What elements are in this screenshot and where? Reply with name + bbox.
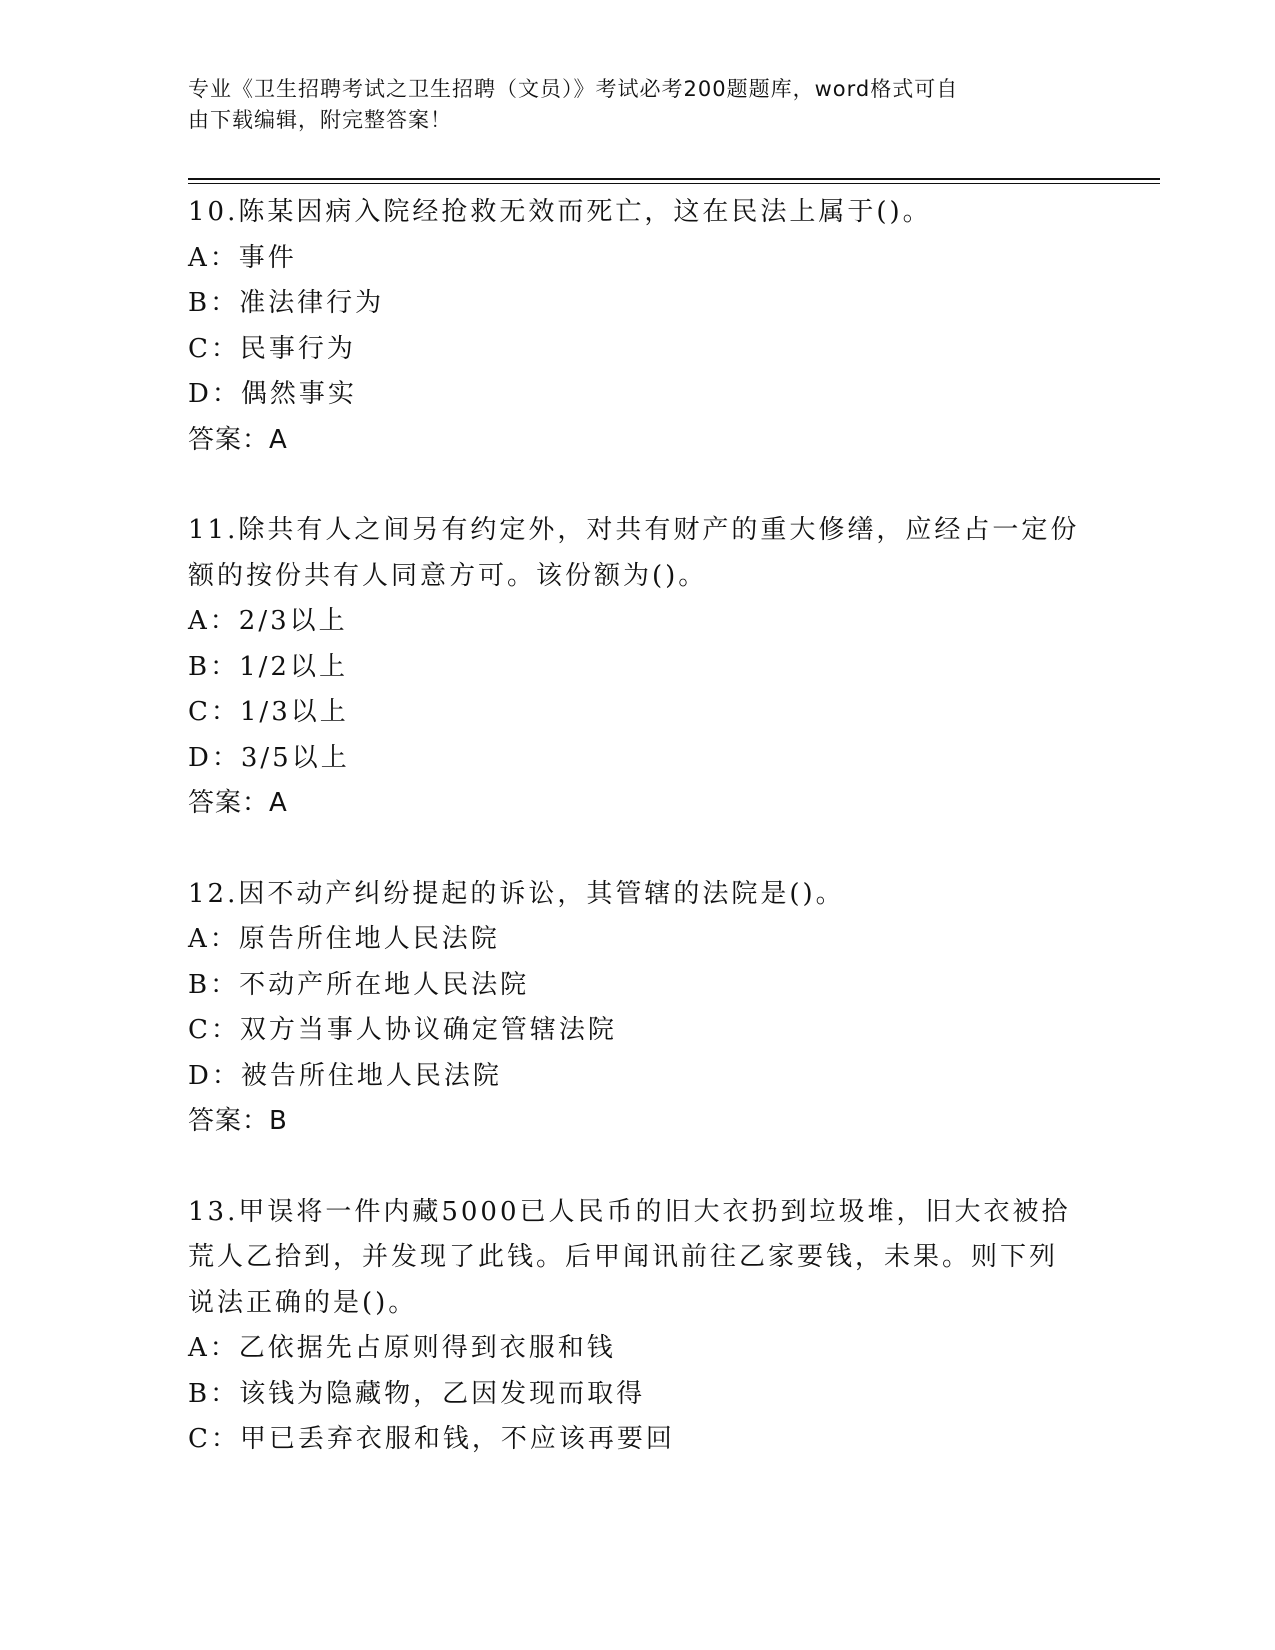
option-b: B：1/2以上 (188, 651, 348, 682)
option-b: B：不动产所在地人民法院 (188, 969, 530, 1000)
question-stem-continued: 荒人乙拾到，并发现了此钱。后甲闻讯前往乙家要钱，未果。则下列 (188, 1242, 1059, 1272)
option-c: C：1/3以上 (188, 697, 349, 727)
option-b: B：准法律行为 (188, 288, 385, 318)
header-line-2: 由下载编辑，附完整答案！ (188, 108, 452, 132)
document-header (188, 74, 1088, 136)
option-a: A：原告所住地人民法院 (188, 924, 500, 954)
question-block (188, 872, 1088, 1145)
question-stem-continued: 说法正确的是()。 (188, 1287, 418, 1318)
option-c: C：甲已丢弃衣服和钱，不应该再要回 (188, 1424, 675, 1454)
question-stem: 12.因不动产纠纷提起的诉讼，其管辖的法院是()。 (188, 878, 845, 909)
question-stem: 13.甲误将一件内藏5000已人民币的旧大衣扔到垃圾堆，旧大衣被拾 (188, 1196, 1071, 1227)
question-stem: 11.除共有人之间另有约定外，对共有财产的重大修缮，应经占一定份 (188, 515, 1080, 545)
question-stem-continued: 额的按份共有人同意方可。该份额为()。 (188, 560, 708, 591)
answer-line: 答案：A (188, 788, 288, 818)
option-d: D：偶然事实 (188, 379, 357, 409)
option-b: B：该钱为隐藏物，乙因发现而取得 (188, 1378, 646, 1409)
option-d: D：3/5以上 (188, 742, 350, 773)
question-block (188, 508, 1088, 827)
option-a: A：乙依据先占原则得到衣服和钱 (188, 1333, 616, 1363)
question-block (188, 1190, 1088, 1463)
option-d: D：被告所住地人民法院 (188, 1060, 502, 1091)
option-a: A：2/3以上 (188, 606, 348, 636)
question-list (188, 190, 1088, 1508)
option-a: A：事件 (188, 242, 297, 273)
header-divider-thick (188, 178, 1160, 180)
header-line-1: 专业《卫生招聘考试之卫生招聘（文员）》考试必考200题题库，word格式可自 (188, 77, 959, 101)
question-stem: 10.陈某因病入院经抢救无效而死亡，这在民法上属于()。 (188, 197, 932, 227)
answer-line: 答案：A (188, 424, 288, 455)
option-c: C：民事行为 (188, 333, 356, 364)
answer-line: 答案：B (188, 1106, 288, 1136)
header-divider-thin (188, 183, 1160, 184)
question-block (188, 190, 1088, 463)
option-c: C：双方当事人协议确定管辖法院 (188, 1015, 617, 1045)
